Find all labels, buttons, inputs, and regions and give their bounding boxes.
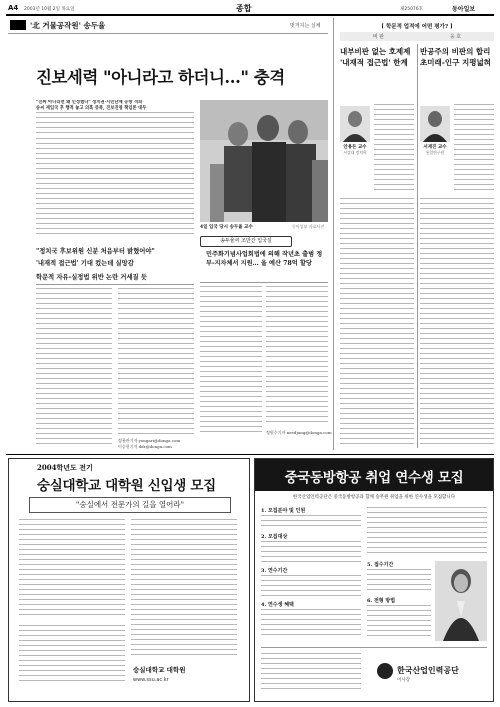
- university-ad: [8, 458, 250, 702]
- ad-rule: [6, 454, 494, 455]
- photo-caption: 4일 입국 당시 송두율 교수: [200, 225, 253, 230]
- left-columnist-photo: [340, 106, 370, 142]
- ad-left-year: 2004학년도 전기: [37, 463, 93, 472]
- ad-right-text-3: [261, 575, 361, 597]
- right-opinion-text-top: [454, 104, 494, 194]
- airline-ad: [254, 458, 494, 702]
- ad-right-subtitle: 한국산업인력공단은 중국동방항공과 함께 승무원 취업을 위한 연수생을 모집합니다: [292, 495, 456, 500]
- ad-right-sec-6: 6. 전형 방법: [367, 598, 396, 604]
- ad-right-text-4: [261, 609, 361, 639]
- newspaper-name: 동아일보: [452, 6, 476, 13]
- ad-right-sponsor: 한국산업인력공단: [397, 665, 459, 675]
- opinion-left-headline: 내부비판 없는 호제제 '내재적 접근법' 한계: [340, 47, 411, 67]
- ad-left-text-col-1: [19, 519, 125, 619]
- opinion-right-label: 옹 호: [449, 34, 462, 40]
- flight-attendant-image: [435, 561, 487, 641]
- opinion-header: [ 학문적 업적에 어떤 평가? ]: [381, 24, 453, 30]
- side-byline: 정원수기자 needjung@donga.com: [266, 430, 332, 435]
- main-body-col-1: [36, 288, 112, 448]
- left-columnist-name: 안용돈 교수: [343, 145, 367, 150]
- page-number: A4: [8, 4, 19, 12]
- main-headline: 진보세력 "아니라고 하더니…" 충격: [36, 68, 285, 87]
- subhead-1: "정치국 후보위원 신분 처음부터 밝혔어야": [36, 248, 155, 255]
- ad-left-slogan: "숭실에서 전문가의 길을 열어라": [75, 500, 185, 509]
- ad-left-website: www.ssu.ac.kr: [133, 677, 169, 683]
- ad-right-text-6: [367, 569, 431, 593]
- deck-text-block: [36, 112, 194, 134]
- ad-left-title: 숭실대학교 대학원 신입생 모집: [37, 478, 216, 494]
- flight-attendant-photo: [435, 561, 487, 641]
- side-body-col-1: [200, 286, 262, 436]
- left-columnist-affil: 서강대 정치학: [343, 150, 367, 155]
- side-kicker: 송두율씨 조만간 입국설: [200, 236, 292, 247]
- ad-right-text-5: [367, 507, 487, 557]
- issue-number: 제25076호: [400, 7, 424, 12]
- ad-right-sec-4: 4. 연수생 혜택: [261, 602, 294, 608]
- side-rule: [200, 282, 328, 283]
- ad-right-text-7: [367, 605, 431, 639]
- ad-left-text-col-2: [131, 519, 237, 659]
- masthead-rule: [6, 14, 494, 16]
- right-opinion-text: [420, 198, 494, 448]
- kicker-marker: [10, 20, 26, 30]
- main-body-col-2: [118, 288, 194, 436]
- ad-right-sec-1: 1. 모집분야 및 인원: [261, 508, 306, 514]
- right-columnist-affil: 통일연구원: [425, 150, 445, 155]
- ad-right-sec-5: 5. 접수기간: [367, 562, 394, 568]
- section-name: 종합: [236, 3, 252, 13]
- ad-right-text-2: [261, 541, 361, 563]
- byline-2: 이승헌기자 ddr@donga.com: [118, 444, 172, 449]
- right-columnist-portrait: [420, 106, 450, 142]
- left-columnist-portrait: [340, 106, 370, 142]
- kicker-rule: [8, 33, 328, 34]
- main-deck: "진짜 아니라면 왜 인정했나" 정치권·시민단체 공방 격화 송씨 재입국 후 행적 놓고 의혹 증폭, 진보진영 책임론 대두: [36, 100, 147, 111]
- opinion-right-headline: 반공주의 비판의 합리 초미래-인구 지평넓혀: [420, 47, 491, 67]
- ad-right-sponsor-sub: 이사장: [397, 678, 411, 683]
- main-tag: 벗겨지는 실체: [290, 23, 321, 29]
- main-photo: [200, 100, 328, 222]
- opinion-divider: [417, 44, 418, 448]
- ad-right-footer-text: [261, 653, 361, 693]
- subhead-2: '내재적 접근법' 기대 컸는데 실망감: [36, 260, 134, 267]
- ad-left-text-col-3: [19, 625, 125, 685]
- right-columnist-photo: [420, 106, 450, 142]
- ad-right-footer-rule: [261, 647, 487, 648]
- left-opinion-text-top: [374, 104, 414, 194]
- ad-right-sec-2: 2. 모집대상: [261, 534, 288, 540]
- left-opinion-text: [340, 198, 414, 448]
- hrd-korea-logo-icon: [377, 663, 393, 679]
- opinion-left-label: 비 판: [372, 34, 385, 40]
- side-headline: 민주화기념사업회법에 의해 작년초 출범 정부-지자체서 지원… 올 예산 78억 할당: [206, 251, 323, 267]
- column-divider: [333, 18, 334, 450]
- ad-left-contact: 숭실대학교 대학원: [133, 666, 186, 674]
- issue-date: 2003년 10월 2일 목요일: [24, 7, 75, 12]
- byline-1: 정용관기자 yongari@donga.com: [118, 438, 181, 443]
- subhead-3: 학문적 자유-실정법 위반 논란 거세질 듯: [36, 274, 147, 281]
- main-kicker: '北 거물공작원' 송두율: [30, 21, 106, 30]
- right-columnist-name: 서재진 교수: [423, 145, 447, 150]
- ad-right-title: 중국동방항공 취업 연수생 모집: [284, 470, 464, 486]
- ad-right-text-1: [261, 515, 361, 529]
- main-body-top: [36, 138, 194, 234]
- photo-credit: 동아일보 자료사진: [292, 224, 325, 229]
- subhead-rule: [36, 284, 194, 285]
- main-photo-image: [200, 100, 328, 222]
- ad-right-sec-3: 3. 연수기간: [261, 568, 288, 574]
- side-body-col-2: [266, 286, 328, 426]
